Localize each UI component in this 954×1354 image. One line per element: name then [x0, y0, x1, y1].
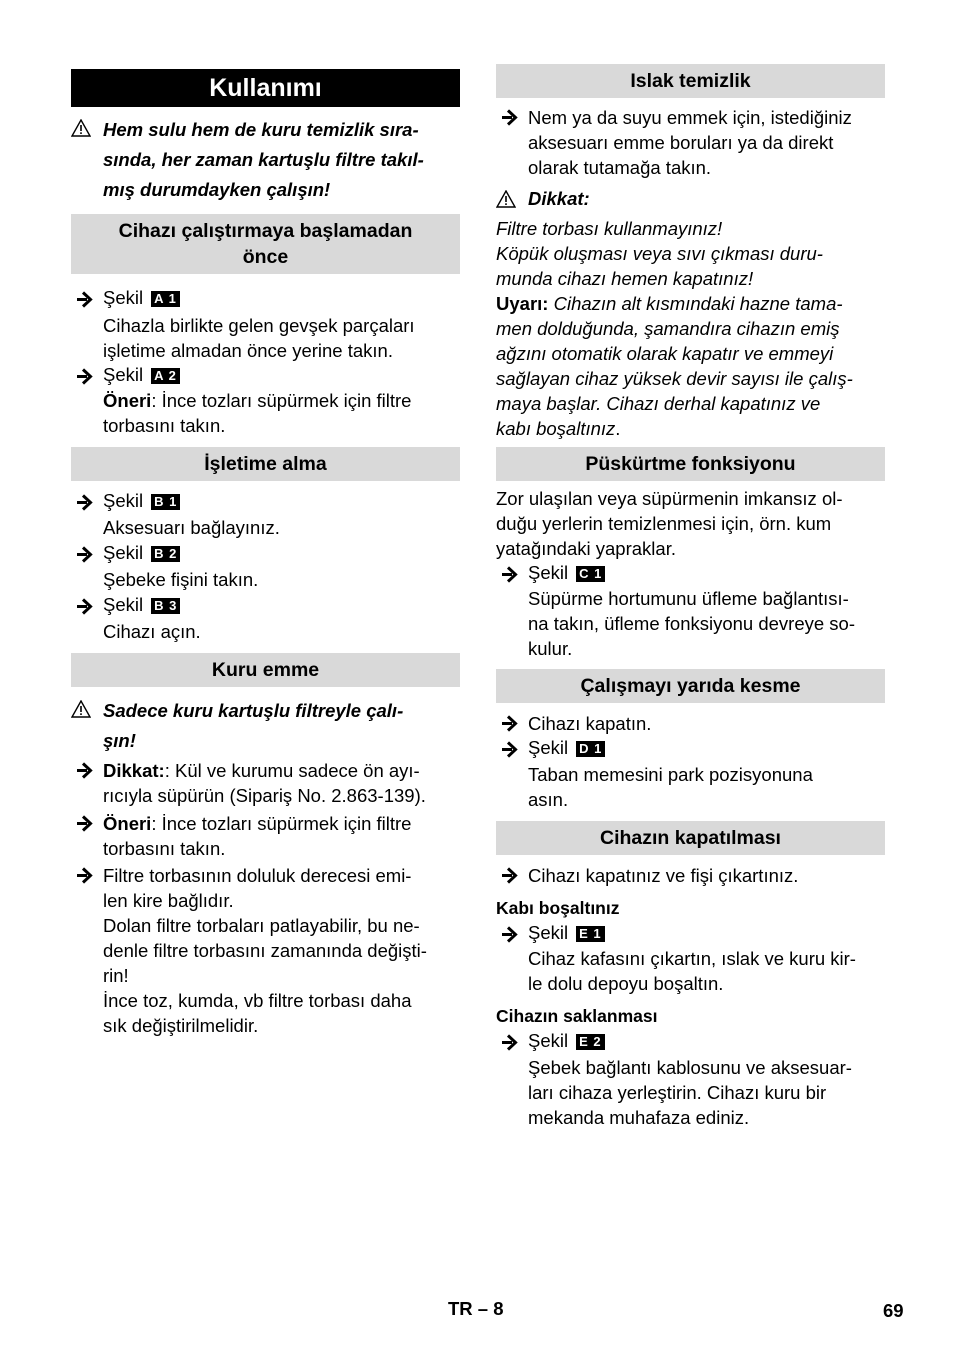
text-line [496, 416, 885, 441]
bullet-item [71, 758, 460, 808]
text-line: maya başlar. Cihazı derhal kapatınız ve [496, 393, 821, 414]
text-line: torbasını takın. [103, 415, 226, 436]
warning-line: Hem sulu hem de kuru temizlik sıra- [103, 119, 419, 140]
warning-line: sında, her zaman kartuşlu filtre takıl- [103, 149, 424, 170]
text-span: : İnce tozları süpürmek için filtre [151, 813, 412, 834]
text-line: Nem ya da suyu emmek için, istediğiniz [528, 107, 852, 128]
section-heading-line: İşletime alma [204, 453, 327, 475]
section-heading [71, 447, 460, 481]
text-line [103, 811, 460, 836]
arrow-right-icon [498, 105, 520, 130]
text-line: Filtre torbasının doluluk derecesi emi- [103, 865, 412, 886]
paragraph [71, 988, 460, 1038]
step-label: Şekil [103, 490, 144, 511]
section-heading-line: Cihazı çalıştırmaya başlamadan [118, 220, 413, 242]
paragraph [496, 486, 885, 561]
step-text: Cihazı açın. [103, 621, 201, 642]
arrow-right-icon [73, 287, 95, 312]
section-heading-line: Islak temizlik [630, 70, 751, 92]
text-line: Taban memesini park pozisyonuna [528, 764, 813, 785]
arrow-right-icon [498, 1030, 520, 1055]
figure-ref-badge: B 3 [151, 598, 180, 614]
warning-line: şın! [103, 730, 136, 751]
text-span: : İnce tozları süpürmek için filtre [151, 390, 412, 411]
arrow-right-icon [498, 562, 520, 587]
warning-line: mış durumdayken çalışın! [103, 179, 331, 200]
step-label: Şekil [528, 922, 569, 943]
figure-ref-badge: C 1 [576, 566, 605, 582]
figure-ref-badge: B 1 [151, 494, 180, 510]
text-line: rin! [103, 965, 129, 986]
text-line: ağzını otomatik olarak kapatır ve emmeyi [496, 343, 834, 364]
text-line: rıcıyla süpürün (Sipariş No. 2.863-139). [103, 785, 426, 806]
step-row [71, 542, 460, 564]
bullet-item [496, 105, 885, 180]
warning-line: Sadece kuru kartuşlu filtreyle çalı- [103, 700, 404, 721]
section-heading [71, 653, 460, 687]
arrow-right-icon [498, 922, 520, 947]
step-row [71, 594, 460, 616]
figure-ref-badge: E 2 [576, 1034, 605, 1050]
bold-label: Öneri [103, 813, 152, 834]
text-span: . [615, 418, 621, 439]
arrow-right-icon [498, 737, 520, 762]
page-number: 69 [883, 1300, 904, 1321]
text-line [103, 388, 460, 413]
arrow-right-icon [73, 594, 95, 619]
text-line: yatağındaki yapraklar. [496, 538, 676, 559]
arrow-right-icon [73, 811, 95, 836]
figure-ref-badge: A 2 [151, 368, 180, 384]
text-line: asın. [528, 789, 569, 810]
text-line: Şebek bağlantı kablosunu ve aksesuar- [528, 1057, 852, 1078]
step-row [496, 737, 885, 759]
warning-label: Dikkat: [528, 188, 590, 209]
bold-label: Öneri [103, 390, 152, 411]
text-line: torbasını takın. [103, 838, 226, 859]
section-heading-line: Püskürtme fonksiyonu [585, 453, 796, 475]
step-label: Şekil [103, 287, 144, 308]
text-line: İnce toz, kumda, vb filtre torbası daha [103, 990, 412, 1011]
text-line: Süpürme hortumunu üfleme bağlantısı- [528, 588, 849, 609]
figure-ref-badge: D 1 [576, 741, 605, 757]
warning-triangle-icon [71, 119, 91, 137]
section-heading [71, 214, 460, 274]
step-row [496, 922, 885, 944]
text-span: Cihazın alt kısmındaki hazne tama- [548, 293, 843, 314]
step-row [71, 287, 460, 309]
text-line: işletime almadan önce yerine takın. [103, 340, 393, 361]
step-text [496, 586, 885, 661]
caution-text [496, 216, 885, 441]
step-row [496, 1030, 885, 1052]
footer-label: TR – 8 [448, 1298, 504, 1319]
text-line: mekanda muhafaza ediniz. [528, 1107, 750, 1128]
section-heading-line: Kuru emme [211, 659, 320, 681]
section-heading [496, 669, 885, 703]
arrow-right-icon [73, 758, 95, 783]
step-text [496, 762, 885, 812]
text-line: Cihazı kapatın. [528, 713, 652, 734]
step-label: Şekil [528, 737, 569, 758]
step-label: Şekil [103, 542, 144, 563]
section-heading-line: Çalışmayı yarıda kesme [580, 675, 801, 697]
text-line [103, 758, 460, 783]
section-heading-line: önce [242, 246, 289, 268]
figure-ref-badge: E 1 [576, 926, 605, 942]
warning-note [71, 115, 460, 205]
text-line: Dolan filtre torbaları patlayabilir, bu ne- [103, 915, 420, 936]
step-row [71, 490, 460, 512]
text-line: aksesuarı emme boruları ya da direkt [528, 132, 834, 153]
subheading: Kabı boşaltınız [496, 898, 620, 918]
bold-label: Dikkat: [103, 760, 165, 781]
text-line: Filtre torbası kullanmayınız! [496, 218, 723, 239]
arrow-right-icon [73, 490, 95, 515]
arrow-right-icon [73, 863, 95, 888]
text-line: na takın, üfleme fonksiyonu devreye so- [528, 613, 856, 634]
step-text [496, 1055, 885, 1130]
text-line: sağlayan cihaz yüksek devir sayısı ile çalış- [496, 368, 853, 389]
left-column [71, 69, 460, 1038]
step-row [496, 562, 885, 584]
section-heading-line: Cihazın kapatılması [600, 827, 781, 849]
warning-note [71, 696, 460, 756]
text-line: olarak tutamağa takın. [528, 157, 712, 178]
warning-triangle-icon [71, 700, 91, 718]
step-label: Şekil [103, 594, 144, 615]
text-line: munda cihazı hemen kapatınız! [496, 268, 754, 289]
text-line: denle filtre torbasını zamanında değişti- [103, 940, 427, 961]
text-line: Cihaz kafasını çıkartın, ıslak ve kuru kir- [528, 948, 856, 969]
arrow-right-icon [498, 711, 520, 736]
paragraph [71, 913, 460, 988]
section-heading [496, 447, 885, 481]
text-line: Cihazı kapatınız ve fişi çıkartınız. [528, 865, 799, 886]
text-line: len kire bağlıdır. [103, 890, 234, 911]
text-line: Zor ulaşılan veya süpürmenin imkansız ol- [496, 488, 843, 509]
text-line: Cihazla birlikte gelen gevşek parçaları [103, 315, 415, 336]
warning-triangle-icon [496, 190, 516, 208]
text-line: ları cihaza yerleştirin. Cihazı kuru bir [528, 1082, 827, 1103]
step-label: Şekil [528, 1030, 569, 1051]
text-span: : Kül ve kurumu sadece ön ayı- [164, 760, 420, 781]
text-line: le dolu depoyu boşaltın. [528, 973, 724, 994]
text-line [496, 291, 885, 316]
step-text [496, 946, 885, 996]
step-text [71, 388, 460, 438]
figure-ref-badge: B 2 [151, 546, 180, 562]
text-line: sık değiştirilmelidir. [103, 1015, 259, 1036]
arrow-right-icon [73, 542, 95, 567]
section-heading [496, 821, 885, 855]
bullet-item [71, 811, 460, 861]
text-line: duğu yerlerin temizlenmesi için, örn. kum [496, 513, 832, 534]
bullet-item [496, 863, 885, 888]
step-text: Aksesuarı bağlayınız. [103, 517, 280, 538]
step-label: Şekil [528, 562, 569, 583]
text-span: kabı boşaltınız [496, 418, 616, 439]
bullet-item [496, 711, 885, 736]
page-title: Kullanımı [71, 69, 460, 107]
step-text: Şebeke fişini takın. [103, 569, 259, 590]
step-text [71, 313, 460, 363]
text-line: men dolduğunda, şamandıra cihazın emiş [496, 318, 840, 339]
arrow-right-icon [498, 863, 520, 888]
arrow-right-icon [73, 364, 95, 389]
warning-label-row [496, 186, 885, 211]
step-row [71, 364, 460, 386]
bullet-item [71, 863, 460, 913]
right-column [496, 64, 885, 1130]
step-label: Şekil [103, 364, 144, 385]
section-heading [496, 64, 885, 98]
bold-label: Uyarı: [496, 293, 549, 314]
figure-ref-badge: A 1 [151, 291, 180, 307]
subheading: Cihazın saklanması [496, 1006, 658, 1026]
text-line: Köpük oluşması veya sıvı çıkması duru- [496, 243, 823, 264]
text-line: kulur. [528, 638, 573, 659]
